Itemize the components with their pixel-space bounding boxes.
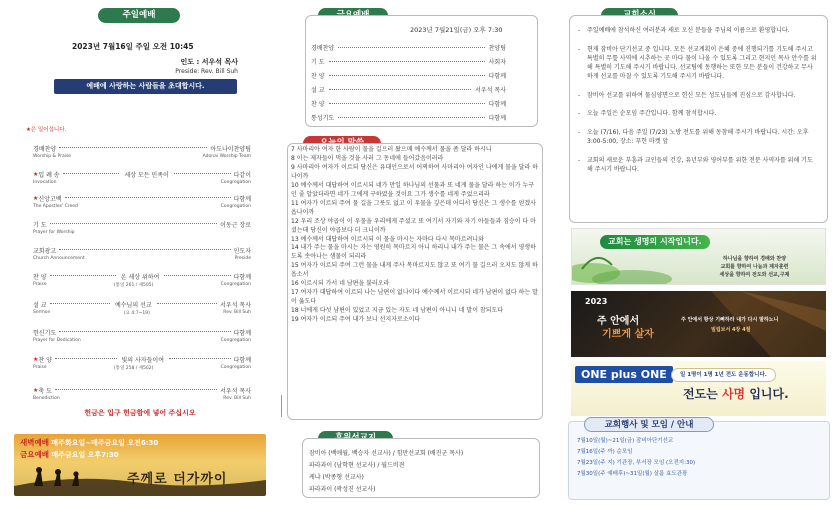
notice-text: 현재 잠비아 단기선교 중 입니다. 모든 선교계획이 은혜 중에 진행되기를 기도해 주시고 특별히 무릎 사역에 시추하는 곳 마다 물이 나올 수 있도록 그리고 현지인 목사 안수를 위해 특별히 기도해 주시기 바랍니다. 선교팀에 동행하는 또한 모든 분들이 건강하고 무사하게 선교를 마칠 수 있도록 기도해 주시기 바랍니다. [587,45,817,80]
order-item [33,194,251,209]
friday-role-row [311,57,506,66]
notice-text: 오늘 (7/16), 다음 주일 (7/23) 노방 전도를 위해 동참해 주시기 바랍니다. 시간: 오후 3:00-5:00, 장소: 푸헌 마켓 앞 [587,129,809,146]
yearly-theme-banner [571,291,826,357]
notice-item: - 잠비아 선교를 위하여 물심양면으로 헌신 모든 성도님들께 진심으로 감사합니다. [578,91,796,99]
order-hymn-number: (통일 258 / 새502) [113,366,154,371]
friday-date: 2023년 7월21일(금) 오후 7:30 [410,26,503,34]
mission-item: 파라과이 (곽성진 선교사) [309,486,376,493]
order-leader-en: Congregation [220,282,251,287]
order-leader: 다함께 [233,330,251,337]
dawn-service-line [20,437,158,448]
role-name: 사회자 [488,59,506,66]
scripture-verse: 13 예수께서 대답하여 이르시되 이 물을 마시는 자마다 다시 목마르려니와 [291,235,484,243]
order-leader: 다함께 [233,357,252,364]
friday-service-label: 금요예배 [20,450,49,459]
order-leader: 인도자 [233,248,251,255]
order-name-en: Prayer for Worship [33,230,75,235]
scripture-verse: 18 너에게 다섯 남편이 있었고 지금 있는 자도 네 남편이 아니니 네 말이 참되도다 [291,307,504,315]
notice-item: - 오늘 (7/16), 다음 주일 (7/23) 노방 전도를 위해 동참해 주시기 바랍니다. 시간: 오후 3:00-5:00, 장소: 푸헌 마켓 앞 [578,128,818,146]
friday-role-row [311,43,506,52]
notice-item: - 주일예배에 참석하신 여러분과 새로 오신 분들을 주님의 이름으로 환영합니다. [578,27,790,34]
worship-date: 2023년 7월16일 주일 오전 10:45 [72,42,194,51]
campaign-subtitle: 일 1명이 1명 1년 전도 운동합니다. [671,368,776,382]
evangelism-banner [571,361,826,416]
scripture-text [291,146,539,325]
role-label: 통성기도 [311,115,335,122]
dawn-service-label: 새벽예배 [20,438,49,447]
events-list [577,436,695,480]
standing-star-icon: ★ [33,195,39,202]
order-item [33,144,251,159]
friday-service-time: 매주금요일 오후7:30 [48,451,119,459]
scripture-verse: 9 사마리아 여자가 이르되 당신은 유대인으로서 어찌하여 사마리아 여자인 나에게 물을 달라 하나이까 [291,163,538,180]
scripture-verse: 10 예수께서 대답하여 이르시되 네가 만일 하나님의 선물과 또 네게 물을 달라 하는 이가 누구인 줄 알았더라면 네가 그에게 구하였을 것이요 그가 생수를 네게 주었으리라 [291,181,534,198]
leader-ko: 인도 : 서우석 목사 [180,58,238,66]
scripture-verse: 14 내가 주는 물을 마시는 자는 영원히 목마르지 아니 하리니 내가 주는 물은 그 속에서 영생하도록 솟아나는 샘물이 되리라 [291,244,536,261]
order-leader-en: Congregation [220,204,251,209]
column-divider [281,395,282,417]
order-name: 찬 양 [33,274,47,281]
order-leader: 다함께 [233,274,252,281]
role-name: 다함께 [488,101,506,108]
role-name: 다함께 [488,73,506,80]
standing-star-icon: ★ [33,356,39,363]
order-item [33,220,251,235]
notice-text: 잠비아 선교를 위하여 물심양면으로 헌신 모든 성도님들께 진심으로 감사합니다. [587,91,796,99]
order-name-en: Praise [33,365,47,370]
role-name: 찬양팀 [488,45,506,52]
role-label: 찬 양 [311,101,325,108]
order-leader: 서우석 목사 [220,388,251,395]
campaign-slogan-a: 전도는 [683,387,722,401]
scripture-verse: 17 여자가 대답하여 이르되 나는 남편이 없나이다 예수께서 이르시되 네가 남편이 없다 하는 말이 옳도다 [291,289,538,306]
campaign-slogan-c: 입니다. [745,387,789,401]
notice-list [578,26,818,184]
order-item [33,386,251,401]
event-item: 7월16일(주 까) 순모임 [577,449,633,455]
campaign-name: ONE plus ONE [575,366,673,383]
scripture-verse: 12 우리 조상 야곱이 이 우물을 우리에게 주셨고 또 여기서 자기와 자기 아들들과 짐승이 다 마셨는데 당신이 야곱보다 더 크니이까 [291,217,536,234]
scripture-verse: 11 여자가 이르되 주여 물 길을 그릇도 없고 이 우물을 깊은데 어디서 당신은 그 생수를 얻겠사옵나이까 [291,199,536,216]
standing-star-icon: ★ [33,387,39,394]
order-name-en: Church Announcement [33,256,85,261]
notice-item: - 교회의 새로운 부흥과 교인들의 건강, 유년부와 영어부를 위한 전문 사역자를 위해 기도해 주시기 바랍니다. [578,156,818,174]
welcome-banner: 예배에 사랑하는 사람들을 초대합시다. [54,79,237,94]
order-title: 세상 모든 민족이 [124,172,169,179]
theme-verse: 주 안에서 항상 기뻐하라 내가 다시 말하노니 [681,317,779,323]
role-name: 다함께 [488,115,506,122]
theme-year: 2023 [585,297,608,306]
order-leader-en: Rev. Bill Suh [223,396,251,401]
notice-item: - 현재 잠비아 단기선교 중 입니다. 모든 선교계획이 은혜 중에 진행되기를 기도해 주시고 특별히 무릎 사역에 시추하는 곳 마다 물이 나올 수 있도록 그리고 현지인 목사 안수를 위해 특별히 기도해 주시기 바랍니다. 선교팀에 동행하는 또한 모든 분들이 건강하고 무사하게 선교를 마칠 수 있도록 기도해 주시기 바랍니다. [578,45,817,80]
theme-title-1: 주 안에서 [597,316,640,327]
order-leader: 다같이 [233,172,251,179]
theme-title-2: 기쁘게 살자 [602,329,654,340]
banner-slogan: 주께로 더가까이 [127,472,228,487]
mission-list [309,448,463,496]
mission-item: 잠비아 (백애월, 백승자 선교사) / 힘만선교회 (배진군 목사) [309,450,464,457]
order-hymn-number: (통일 261 / 새505) [113,283,154,288]
order-item [33,272,251,288]
events-tab: 교회행사 및 모임 / 안내 [584,417,714,432]
order-name: 경배찬양 [33,146,57,153]
order-leader: 서우석 목사 [220,302,252,309]
event-item: 7월30일(주 예배후)~31일(월) 살롬 효도관광 [577,471,688,477]
sunday-worship-tab: 주일예배 [98,8,180,23]
theme-verse-ref: 빌립보서 4장 4절 [711,327,751,333]
friday-role-row [311,85,506,94]
order-item [33,355,251,371]
order-leader-en: Congregation [220,365,251,370]
scripture-verse: 8 이는 제자들이 먹을 것을 사러 그 동네에 들어갔음이러라 [291,154,444,162]
order-name-en: Benediction [33,396,60,401]
order-name-en: Worship & Praise [33,154,72,159]
order-name-en: Prayer for Dedication [33,338,81,343]
notice-text: 오늘 주일은 순모임 주간입니다. 함께 참석합시다. [587,110,717,118]
event-item: 7월23일(주 지) 기관장, 부서장 모임 (오전지:30) [577,460,696,466]
order-name: 찬 양 [38,357,52,364]
prayer-meeting-banner [14,434,266,496]
notice-text: 주일예배에 참석하신 여러분과 새로 오신 분들을 주님의 이름으로 환영합니다. [587,27,790,34]
notice-item: - 오늘 주일은 순모임 주간입니다. 함께 참석합시다. [578,110,717,118]
order-leader-en: Adonai Worship Team [202,154,251,159]
scripture-verse: 16 이르시되 가서 네 남편을 불러오라 [291,280,390,288]
friday-role-row [311,71,506,80]
order-title: 빛의 사자들이여 [121,357,164,364]
order-name: 축 도 [38,388,52,395]
campaign-slogan [683,385,789,402]
scripture-verse: 7 사마리아 여자 한 사람이 물을 길으러 왔으매 예수께서 물을 좀 달라 하시니 [291,146,492,153]
order-leader-en: Congregation [220,180,251,185]
mission-item: 케냐 (박종형 선교사) [309,474,364,481]
order-item [33,246,251,261]
order-leader-en: Congregation [220,338,251,343]
role-name: 서우석 목사 [475,87,506,94]
order-item [33,328,251,343]
vision-title: 교회는 생명의 시작입니다. [600,235,710,249]
order-leader: 아도나이찬양팀 [210,146,251,153]
scripture-verse: 15 여자가 이르되 주여 그런 물을 내게 주사 목마르지도 않고 또 여기 물 길으러 오지도 않게 하옵소서 [291,262,538,279]
vision-banner [571,228,826,285]
order-name-en: Sermon [33,310,51,315]
vision-line: 교회를 향하여 나눔과 제자훈련 [720,264,789,270]
leader-en: Preside: Rev. Bill Suh [175,68,238,75]
order-name: 교회광고 [33,248,57,255]
order-leader-en: Preside [234,256,251,261]
vision-line: 세상을 향하여 전도와 선교,구제 [719,272,790,278]
role-label: 설 교 [311,87,325,94]
standing-star-icon: ★ [33,171,39,178]
order-name-en: Praise [33,282,47,287]
friday-role-row [311,113,506,122]
order-name: 설 교 [33,302,47,309]
role-label: 기 도 [311,59,325,66]
order-name: 신앙고백 [38,196,62,203]
scripture-verse: 19 여자가 이르되 주여 내가 보니 선지자로소이다 [291,316,421,324]
order-name: 기 도 [33,222,47,229]
role-label: 찬 양 [311,73,325,80]
role-label: 경배찬양 [311,45,335,52]
order-leader-en: Rev. Bill Suh [223,310,251,315]
order-title: 온 세상 위하여 [120,274,160,281]
order-leader: 이동근 장로 [220,222,251,229]
campaign-slogan-b: 사명 [721,387,746,401]
order-item [33,300,251,316]
order-item [33,170,251,185]
sunday-worship-column [0,0,280,506]
friday-service-line [20,449,119,460]
order-scripture-ref: (요 4:7~19) [123,311,150,316]
offering-notice: 헌금은 입구 헌금함에 넣어 주십시오 [84,409,196,417]
mission-item: 파라과이 (남학현 선교사) / 월드비젼 [309,462,405,469]
event-item: 7월10일(월)~21일(금) 잠비아단기선교 [577,438,674,444]
vision-line: 하나님을 향하여 경배와 찬양 [722,256,787,262]
dawn-service-time: 매주화요일~매주금요일 오전6:30 [48,439,159,447]
order-name-en: The Apostles' Creed [33,204,78,209]
order-name: 입 례 송 [38,172,60,179]
notice-text: 교회의 새로운 부흥과 교인들의 건강, 유년부와 영어부를 위한 전문 사역자를 위해 기도해 주시기 바랍니다. [587,156,813,173]
order-leader: 다함께 [233,196,251,203]
order-title: 예수님의 선교 [114,302,152,309]
friday-role-row [311,99,506,108]
order-name: 헌신기도 [33,330,57,337]
standing-legend: ★은 일어섭니다. [26,127,67,133]
order-name-en: Invocation [33,180,57,185]
